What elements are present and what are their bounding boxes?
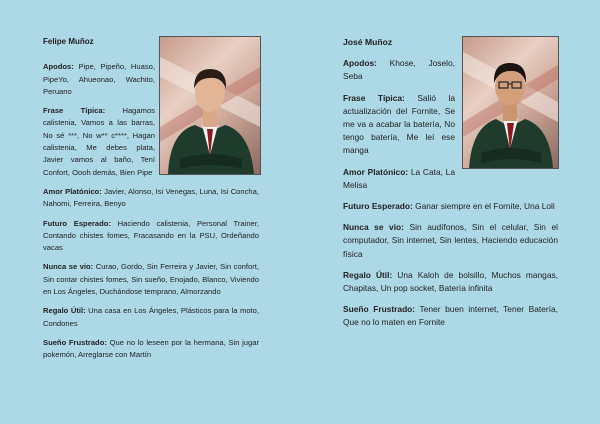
- field-label: Amor Platónico:: [343, 166, 409, 177]
- field-frase: [43, 105, 155, 179]
- field-label: Futuro Esperado:: [343, 201, 413, 212]
- field-label: Regalo Útil:: [343, 269, 393, 280]
- field-value: Hagamos calistenia, Vamos a las barras, No sé ***, No w** c****, Hagan calistenia, Me debes plata, Javier vamos al baño, Tení Confort, Oooh demás, Bien Pipe: [43, 106, 155, 177]
- student-photo: [462, 36, 559, 169]
- field-nunca: [43, 261, 259, 298]
- field-futuro: [43, 218, 259, 255]
- field-apodos: [43, 61, 155, 98]
- portrait-image: [160, 37, 260, 174]
- field-value: Khose, Joselo, Seba: [343, 58, 455, 82]
- field-value: Curao, Gordo, Sin Ferreira y Javier, Sin confort, Sin contar chistes fomes, Sin sueño, Enojado, Blanco, Viviendo en Los Ángeles, Duchándose temprano, Almorzando: [43, 262, 259, 297]
- field-value: Tener buen internet, Tener Batería, Que no lo maten en Fornite: [343, 304, 559, 328]
- field-sueno: [43, 337, 259, 362]
- field-value: La Cata, La Melisa: [343, 166, 455, 190]
- field-value: Ganar siempre en el Fornite, Una Loli: [412, 201, 555, 212]
- field-value: Sin audífonos, Sin el celular, Sin el computador, Sin internet, Sin lentes, Haciendo educación física: [343, 222, 558, 259]
- field-label: Futuro Esperado:: [43, 218, 111, 228]
- field-label: Frase Típica:: [43, 106, 106, 116]
- student-name: Felipe Muñoz: [43, 37, 94, 46]
- field-futuro: [343, 200, 558, 213]
- field-label: Apodos:: [343, 58, 377, 69]
- field-label: Frase Típica:: [343, 92, 405, 103]
- field-regalo: [43, 305, 259, 330]
- field-value: Una Kaloh de bolsillo, Muchos mangas, Chapitas, Un pop socket, Batería infinita: [343, 269, 558, 294]
- field-apodos: [343, 57, 455, 83]
- field-label: Sueño Frustrado:: [43, 337, 107, 347]
- field-value: Javier, Alonso, Isi Venegas, Luna, Isi Concha, Nahomi, Ferreira, Benyo: [43, 186, 259, 209]
- student-photo: [159, 36, 261, 175]
- field-value: Pipe, Pipeño, Huaso, PipeYo, Ahueonao, Wachito, Peruano: [43, 62, 155, 96]
- field-label: Amor Platónico:: [43, 186, 102, 196]
- field-amor: [43, 186, 259, 211]
- student-name: José Muñoz: [343, 37, 393, 47]
- field-label: Apodos:: [43, 62, 74, 72]
- field-value: Salió la actualización del Fornite, Se me va a acabar la batería, No tengo batería, Me leí ese manga: [343, 92, 455, 156]
- field-sueno: [343, 303, 558, 329]
- field-amor: [343, 166, 455, 192]
- field-label: Nunca se vio:: [43, 262, 94, 272]
- field-value: Una casa en Los Ángeles, Plásticos para la moto, Condones: [43, 306, 259, 328]
- field-value: Haciendo calistenia, Personal Trainer, Contando chistes fomes, Fracasando en la PSU, Ordeñando vacas: [43, 218, 259, 253]
- field-regalo: [343, 269, 558, 295]
- field-nunca: [343, 221, 558, 261]
- field-label: Regalo Útil:: [43, 306, 86, 316]
- portrait-image: [463, 37, 558, 168]
- field-value: Que no lo leseen por la hermana, Sin jugar pokemón, Arreglarse con Martín: [43, 337, 259, 360]
- field-frase: [343, 92, 455, 158]
- field-label: Sueño Frustrado:: [343, 304, 416, 315]
- field-label: Nunca se vio:: [343, 222, 404, 233]
